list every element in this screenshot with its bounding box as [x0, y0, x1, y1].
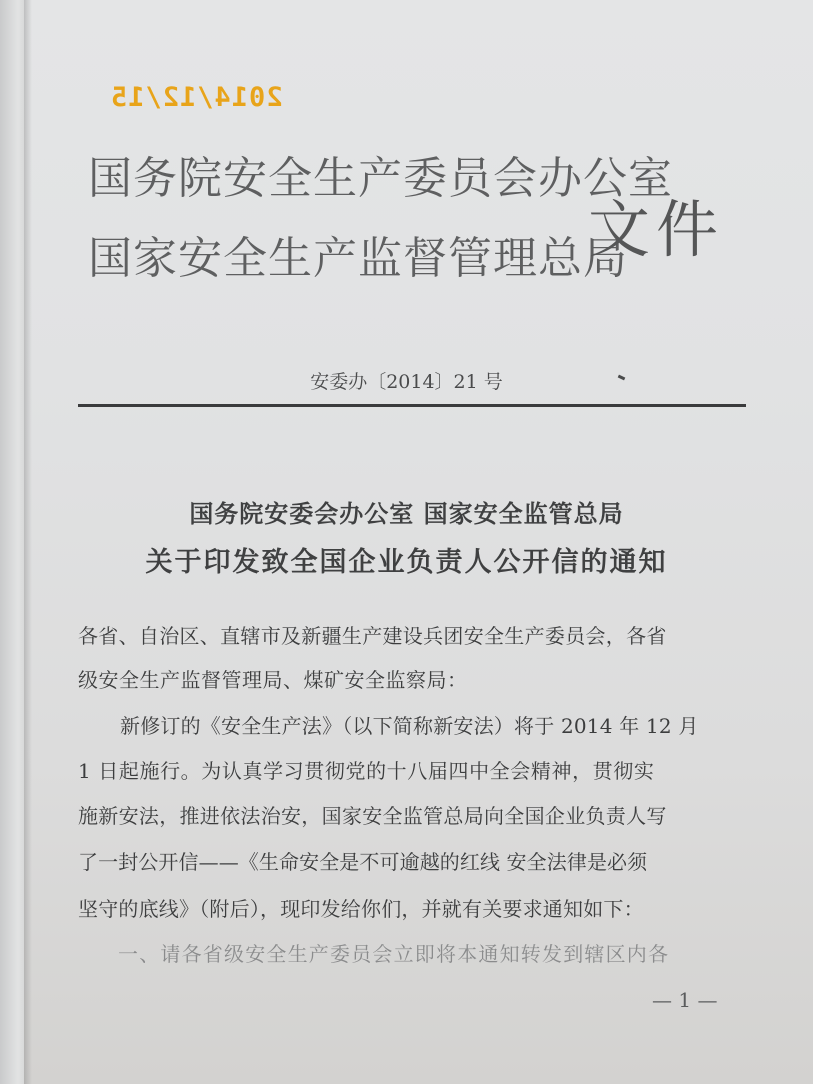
document-number: 安委办〔2014〕21 号: [310, 371, 503, 393]
issuing-org-line-1: 国务院安全生产委员会办公室: [88, 153, 673, 204]
body-line: 施新安法，推进依法治安，国家安全监管总局向全国企业负责人写: [78, 804, 667, 828]
body-line: 新修订的《安全生产法》（以下简称新安法）将于 2014 年 12 月: [120, 714, 699, 738]
notice-title-line-1: 国务院安委会办公室 国家安全监管总局: [189, 500, 624, 528]
body-line: 各省、自治区、直辖市及新疆生产建设兵团安全生产委员会，各省: [78, 624, 667, 648]
body-line: 坚守的底线》（附后），现印发给你们，并就有关要求通知如下：: [78, 897, 644, 921]
document-type-label: 文件: [588, 193, 725, 266]
page-number: — 1 —: [652, 988, 718, 1012]
notice-title-line-2: 关于印发致全国企业负责人公开信的通知: [145, 547, 668, 578]
header-rule: [78, 404, 746, 407]
body-line: 一、请各省级安全生产委员会立即将本通知转发到辖区内各: [118, 942, 670, 966]
issuing-org-line-2: 国家安全生产监督管理总局: [88, 233, 628, 284]
body-line: 1 日起施行。为认真学习贯彻党的十八届四中全会精神，贯彻实: [78, 759, 655, 783]
body-line: 了一封公开信——《生命安全是不可逾越的红线 安全法律是必须: [78, 850, 648, 874]
body-line: 级安全生产监督管理局、煤矿安全监察局：: [78, 668, 468, 692]
date-stamp: 2014/12/15: [110, 82, 283, 113]
